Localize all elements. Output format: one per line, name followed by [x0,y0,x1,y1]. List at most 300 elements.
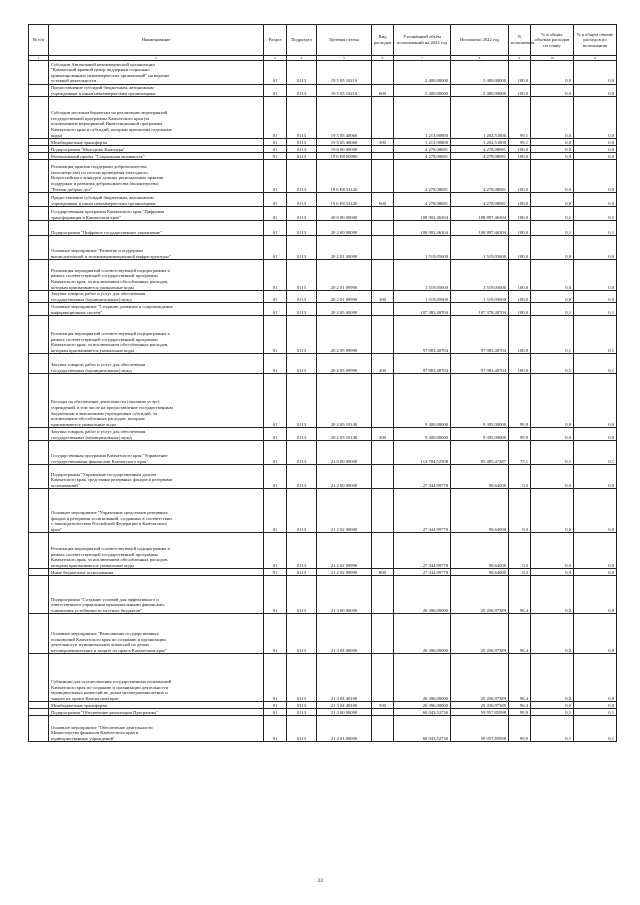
cell-pct: 99,1 [509,139,531,146]
col-header: № п/п [29,25,49,56]
cell-razdel: 01 [264,97,287,139]
table-row [29,291,617,303]
cell-vr: 600 [372,85,394,97]
cell-name: Основное мероприятие "Управление средствами резервных фондов и резервами ассигнований, созданных в соответствии с законодательством Российской Федерации и Камчатского края" [49,489,264,533]
col-index: 4 [287,56,317,61]
cell-razdel: 01 [264,260,287,291]
cell-name: Государственная программа Камчатского края "Управление государственными финансами Камчатского края" [49,441,264,465]
cell-name: Субвенции для осуществления государственных полномочий Камчатского края по созданию и организации деятельности муниципальных комиссий по делам несовершеннолетних и защите их прав в Камчатском крае [49,654,264,702]
col-index: 3 [264,56,287,61]
cell-podrazdel: 0113 [287,193,317,207]
cell-razdel: 01 [264,428,287,441]
cell-cs: 21 3 00 00000 [317,576,372,614]
cell-fact: 90,64000 [451,465,509,489]
cell-plan: 4 278,08081 [394,153,451,160]
cell-p10: 0,0 [531,146,574,153]
cell-p10: 0,1 [531,441,574,465]
cell-podrazdel: 0113 [287,489,317,533]
cell-p11: 0,0 [574,61,617,85]
cell-plan: 107 383,40704 [394,303,451,316]
cell-podrazdel: 0113 [287,236,317,260]
cell-cs: 20 2 05 10140 [317,428,372,441]
cell-razdel: 01 [264,153,287,160]
cell-cs: 19 5 05 10210 [317,61,372,85]
cell-p11: 0,1 [574,709,617,716]
cell-number [29,702,49,709]
cell-name: Основное мероприятие "Развитие и поддержка вычислительной и телекоммуникационной инфраструктуры" [49,236,264,260]
cell-cs: 21 3 04 40100 [317,702,372,709]
table-row [29,533,617,569]
cell-cs: 20 2 05 10140 [317,374,372,428]
cell-pct: 100,0 [509,316,531,354]
cell-fact: 90,64000 [451,533,509,569]
cell-number [29,193,49,207]
cell-cs: 20 2 01 00000 [317,236,372,260]
cell-razdel: 01 [264,193,287,207]
cell-plan: 4 278,08081 [394,193,451,207]
cell-p11: 0,0 [574,236,617,260]
col-index: 7 [394,56,451,61]
col-index: 2 [49,56,264,61]
cell-p10: 0,0 [531,428,574,441]
table-row [29,85,617,97]
cell-fact: 1 519,05600 [451,291,509,303]
cell-plan: 113 784,52508 [394,441,451,465]
cell-razdel: 01 [264,709,287,716]
cell-number [29,614,49,654]
cell-p11: 0,1 [574,316,617,354]
cell-podrazdel: 0113 [287,354,317,374]
cell-razdel: 01 [264,236,287,260]
cell-p11: 0,0 [574,489,617,533]
cell-pct: 96,4 [509,614,531,654]
cell-podrazdel: 0113 [287,97,317,139]
table-row [29,569,617,576]
cell-plan: 1 519,05600 [394,291,451,303]
cell-p10: 0,0 [531,85,574,97]
cell-pct: 100,0 [509,291,531,303]
table-row [29,654,617,702]
cell-podrazdel: 0113 [287,146,317,153]
cell-razdel: 01 [264,489,287,533]
table-row [29,303,617,316]
cell-plan: 97 983,40704 [394,316,451,354]
cell-fact: 25 436,97389 [451,576,509,614]
cell-p10: 0,0 [531,291,574,303]
cell-pct: 100,0 [509,354,531,374]
cell-number [29,716,49,742]
cell-plan: 26 396,00000 [394,576,451,614]
cell-pct: 100,0 [509,260,531,291]
cell-vr: 500 [372,702,394,709]
cell-podrazdel: 0113 [287,374,317,428]
cell-vr [372,614,394,654]
table-body [29,61,617,742]
cell-podrazdel: 0113 [287,160,317,193]
cell-cs: 20 2 01 09990 [317,260,372,291]
table-row [29,614,617,654]
cell-cs: 21 3 04 40100 [317,654,372,702]
cell-name: Подпрограмма "Цифровое государственное управление" [49,221,264,236]
cell-fact: 1 519,05600 [451,236,509,260]
cell-pct: 99,9 [509,709,531,716]
cell-p10: 0,0 [531,569,574,576]
cell-pct: 99,9 [509,428,531,441]
cell-vr [372,236,394,260]
table-row [29,61,617,85]
cell-p11: 0,0 [574,153,617,160]
cell-razdel: 01 [264,374,287,428]
cell-p11: 0,0 [574,260,617,291]
cell-p10: 0,0 [531,193,574,207]
cell-name: Реализация практик поддержки добровольчества (волонтерства) по итогам проведения ежегодного Всероссийского конкурса лучших региональных практик поддержки и развития добровольчества (волонтерства) "Регион добрых дел" [49,160,264,193]
cell-p10: 0,0 [531,97,574,139]
cell-number [29,61,49,85]
cell-razdel: 01 [264,303,287,316]
cell-razdel: 01 [264,139,287,146]
cell-razdel: 01 [264,61,287,85]
cell-name: Расходы на обеспечение деятельности (оказание услуг) учреждений, в том числе на предоставление государственным бюджетным и автономным учреждениям субсидий, за исключением обособленных расходов, которым присваиваются уникальные коды [49,374,264,428]
cell-number [29,569,49,576]
cell-p11: 0,0 [574,576,617,614]
cell-plan: 27 344,99778 [394,489,451,533]
table-row [29,207,617,221]
cell-vr: 200 [372,428,394,441]
cell-number [29,207,49,221]
col-header: Вид расходов [372,25,394,56]
cell-p11: 0,0 [574,85,617,97]
cell-number [29,465,49,489]
cell-p11: 0,1 [574,221,617,236]
cell-name: Государственная программа Камчатского края "Цифровая трансформация в Камчатском крае" [49,207,264,221]
cell-cs: 21 4 00 00000 [317,709,372,716]
cell-plan: 9 400,00000 [394,374,451,428]
cell-number [29,146,49,153]
cell-name: Реализация мероприятий соответствующей подпрограммы в рамках соответствующей государственной программы Камчатского края, за исключением обособленных расходов, которым присваиваются уникальные коды [49,533,264,569]
col-header: Подраздел [287,25,317,56]
cell-plan: 26 396,00000 [394,702,451,709]
cell-p10: 0,0 [531,139,574,146]
cell-p11: 0,0 [574,465,617,489]
cell-razdel: 01 [264,146,287,153]
table-row [29,465,617,489]
cell-vr [372,533,394,569]
cell-fact: 1 202,51800 [451,139,509,146]
cell-p11: 0,0 [574,160,617,193]
cell-pct: 99,9 [509,716,531,742]
cell-cs: 19 6 E8 54120 [317,193,372,207]
cell-cs: 19 5 05 10210 [317,85,372,97]
cell-vr [372,207,394,221]
cell-vr: 200 [372,291,394,303]
cell-plan: 26 396,00000 [394,614,451,654]
cell-number [29,316,49,354]
cell-vr [372,709,394,716]
cell-cs: 19 6 00 00000 [317,146,372,153]
cell-number [29,533,49,569]
cell-fact: 108 897,46304 [451,221,509,236]
cell-p11: 0,0 [574,533,617,569]
cell-vr: 600 [372,193,394,207]
table-row [29,193,617,207]
table-row [29,160,617,193]
table-row [29,146,617,153]
col-header: % в общих объемах расходов по плану [531,25,574,56]
cell-number [29,221,49,236]
cell-vr [372,441,394,465]
cell-razdel: 01 [264,465,287,489]
cell-fact: 2 400,00000 [451,85,509,97]
cell-p10: 0,1 [531,316,574,354]
cell-plan: 1 213,90800 [394,139,451,146]
cell-pct: 100,0 [509,236,531,260]
cell-p11: 0,0 [574,146,617,153]
cell-fact: 85 485,47387 [451,441,509,465]
cell-vr [372,153,394,160]
cell-razdel: 01 [264,316,287,354]
budget-table [28,24,617,742]
cell-plan: 60 043,52730 [394,709,451,716]
cell-name: Иные бюджетные ассигнования [49,569,264,576]
cell-p10: 0,1 [531,354,574,374]
cell-plan: 1 519,05600 [394,236,451,260]
cell-vr [372,146,394,153]
cell-fact: 90,64000 [451,489,509,533]
cell-fact: 59 957,85998 [451,709,509,716]
cell-number [29,374,49,428]
cell-razdel: 01 [264,221,287,236]
cell-number [29,97,49,139]
cell-pct: 100,0 [509,61,531,85]
cell-vr [372,316,394,354]
col-index: 1 [29,56,49,61]
col-header: % в общем объеме расходов по исполнению [574,25,617,56]
cell-p10: 0,0 [531,153,574,160]
cell-razdel: 01 [264,716,287,742]
cell-number [29,654,49,702]
cell-razdel: 01 [264,576,287,614]
cell-p10: 0,0 [531,614,574,654]
cell-podrazdel: 0113 [287,716,317,742]
cell-fact: 97 983,40704 [451,316,509,354]
cell-podrazdel: 0113 [287,465,317,489]
cell-number [29,260,49,291]
cell-plan: 97 983,40704 [394,354,451,374]
cell-podrazdel: 0113 [287,85,317,97]
cell-number [29,354,49,374]
cell-p11: 0,1 [574,716,617,742]
cell-number [29,441,49,465]
table-row [29,153,617,160]
cell-fact: 4 278,08081 [451,160,509,193]
cell-pct: 100,0 [509,153,531,160]
cell-vr [372,160,394,193]
cell-fact: 1 202,51800 [451,97,509,139]
cell-p10: 0,1 [531,709,574,716]
cell-p10: 0,0 [531,654,574,702]
col-index: 8 [451,56,509,61]
cell-razdel: 01 [264,614,287,654]
cell-fact: 4 278,08081 [451,146,509,153]
col-header: Наименование [49,25,264,56]
cell-cs: 21 2 02 09990 [317,569,372,576]
cell-plan: 1 213,90800 [394,97,451,139]
cell-razdel: 01 [264,354,287,374]
cell-p10: 0,0 [531,702,574,709]
cell-name: Межбюджетные трансферты [49,139,264,146]
cell-pct: 99,9 [509,374,531,428]
cell-fact: 25 436,97389 [451,614,509,654]
cell-pct: 0,3 [509,465,531,489]
cell-p10: 0,1 [531,716,574,742]
cell-number [29,428,49,441]
cell-vr [372,465,394,489]
table-row [29,221,617,236]
cell-p11: 0,1 [574,441,617,465]
cell-fact: 107 378,40704 [451,303,509,316]
cell-name: Основное мероприятие "Создание, развитие и сопровождение информационных систем" [49,303,264,316]
cell-p10: 0,0 [531,489,574,533]
cell-p10: 0,1 [531,221,574,236]
table-row [29,236,617,260]
cell-podrazdel: 0113 [287,441,317,465]
col-header: Исполнено 2022 год [451,25,509,56]
cell-vr [372,221,394,236]
cell-pct: 96,4 [509,702,531,709]
cell-p11: 0,0 [574,654,617,702]
cell-fact: 1 519,05600 [451,260,509,291]
cell-vr [372,61,394,85]
cell-fact: 9 395,00000 [451,374,509,428]
cell-p11: 0,0 [574,291,617,303]
cell-vr [372,97,394,139]
cell-p10: 0,0 [531,374,574,428]
cell-razdel: 01 [264,702,287,709]
table-row [29,97,617,139]
report-sheet [28,24,616,742]
cell-plan: 9 400,00000 [394,428,451,441]
cell-p10: 0,0 [531,61,574,85]
col-header: % исполнения [509,25,531,56]
cell-p11: 0,1 [574,207,617,221]
cell-cs: 21 2 02 09990 [317,533,372,569]
cell-vr: 800 [372,569,394,576]
table-row [29,489,617,533]
cell-fact: 4 278,08081 [451,153,509,160]
cell-pct: 96,4 [509,576,531,614]
cell-vr: 200 [372,354,394,374]
cell-vr [372,374,394,428]
cell-fact: 97 983,40704 [451,354,509,374]
cell-p10: 0,0 [531,260,574,291]
table-row [29,576,617,614]
cell-number [29,85,49,97]
cell-razdel: 01 [264,441,287,465]
col-index: 9 [509,56,531,61]
cell-razdel: 01 [264,85,287,97]
cell-fact: 108 897,46304 [451,207,509,221]
cell-plan: 2 400,00000 [394,61,451,85]
cell-podrazdel: 0113 [287,61,317,85]
cell-number [29,236,49,260]
cell-vr [372,716,394,742]
cell-p11: 0,0 [574,374,617,428]
page-number: 33 [317,878,323,884]
table-row [29,428,617,441]
cell-plan: 27 344,99778 [394,569,451,576]
cell-plan: 4 278,08081 [394,160,451,193]
cell-plan: 26 396,00000 [394,654,451,702]
cell-p10: 0,1 [531,303,574,316]
col-header: Раздел [264,25,287,56]
cell-name: Закупка товаров, работ и услуг для обеспечения государственных (муниципальных) нужд [49,291,264,303]
cell-pct: 100,0 [509,85,531,97]
cell-p11: 0,0 [574,428,617,441]
cell-p10: 0,0 [531,465,574,489]
col-index: 11 [574,56,617,61]
cell-fact: 9 395,00000 [451,428,509,441]
cell-cs: 20 2 05 09990 [317,354,372,374]
cell-cs: 21 4 01 00000 [317,716,372,742]
cell-p10: 0,0 [531,160,574,193]
cell-cs: 20 2 05 00000 [317,303,372,316]
table-row [29,702,617,709]
cell-podrazdel: 0113 [287,316,317,354]
col-index: 5 [317,56,372,61]
cell-podrazdel: 0113 [287,709,317,716]
cell-name: Региональный проект "Социальная активность" [49,153,264,160]
cell-p11: 0,0 [574,193,617,207]
cell-number [29,303,49,316]
cell-fact: 59 957,85998 [451,716,509,742]
cell-razdel: 01 [264,569,287,576]
cell-vr: 500 [372,139,394,146]
cell-plan: 108 902,46304 [394,221,451,236]
cell-pct: 100,0 [509,221,531,236]
cell-pct: 100,0 [509,160,531,193]
col-index: 6 [372,56,394,61]
cell-cs: 20 2 05 09990 [317,316,372,354]
table-row [29,316,617,354]
cell-name: Подпрограмма "Управление государственным долгом Камчатского края, средствами резервных фондов и резервами ассигнований" [49,465,264,489]
cell-p11: 0,0 [574,702,617,709]
cell-podrazdel: 0113 [287,291,317,303]
cell-podrazdel: 0113 [287,153,317,160]
cell-razdel: 01 [264,533,287,569]
cell-name: Предоставление субсидий бюджетным, автономным учреждениям и иным некоммерческим организациям [49,193,264,207]
cell-fact: 4 278,08081 [451,193,509,207]
cell-vr [372,260,394,291]
cell-fact: 25 436,97389 [451,654,509,702]
cell-cs: 21 2 02 00000 [317,489,372,533]
col-index: 10 [531,56,574,61]
cell-cs: 20 0 00 00000 [317,207,372,221]
cell-name: Подпрограмма "Обеспечение реализации Программы" [49,709,264,716]
cell-razdel: 01 [264,160,287,193]
cell-podrazdel: 0113 [287,614,317,654]
table-row [29,354,617,374]
cell-podrazdel: 0113 [287,221,317,236]
cell-cs: 20 2 00 00000 [317,221,372,236]
cell-name: Закупка товаров, работ и услуг для обеспечения государственных (муниципальных) нужд [49,428,264,441]
cell-fact: 2 400,00000 [451,61,509,85]
cell-number [29,139,49,146]
cell-number [29,576,49,614]
cell-name: Субсидии местным бюджетам на реализацию мероприятий государственной программы Камчатского края (за исключением мероприятий Инвестиционной программы Камчатского края и субсидий, которым присвоены отдельные коды) [49,97,264,139]
cell-pct: 0,3 [509,489,531,533]
cell-p10: 0,0 [531,533,574,569]
cell-pct: 100,0 [509,303,531,316]
